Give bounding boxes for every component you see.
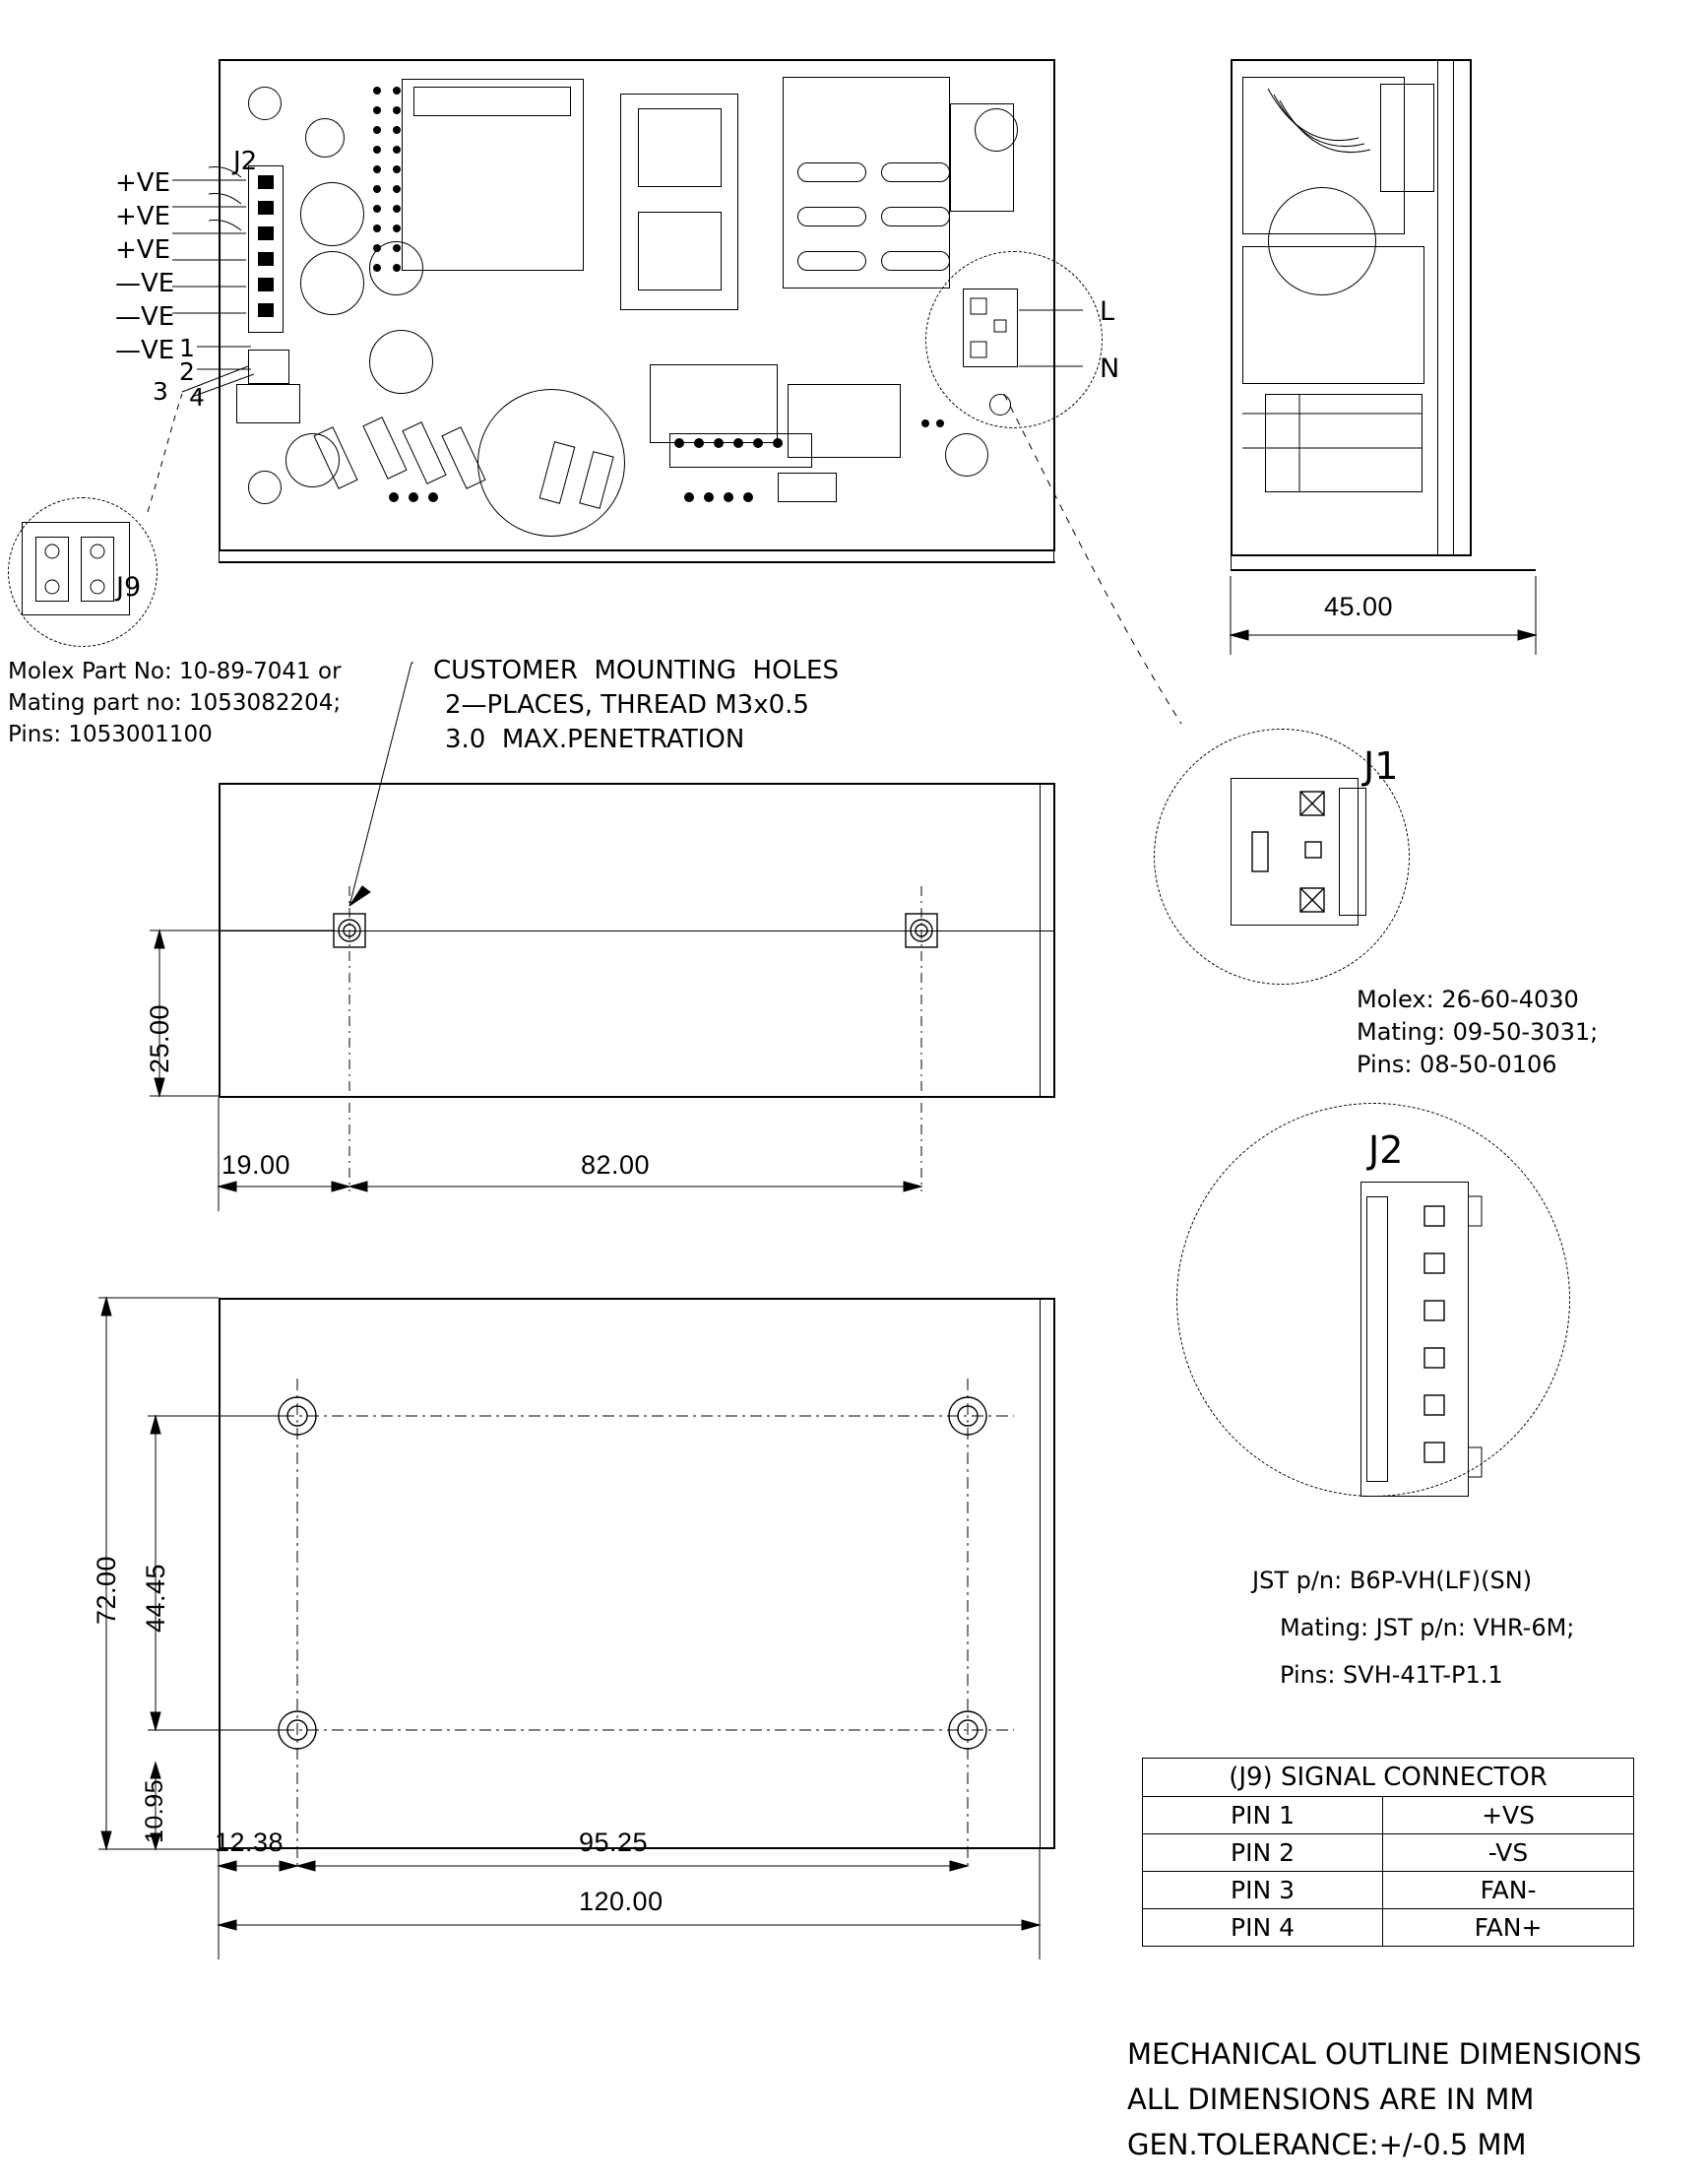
bottom-view-edge-offset-v-value: 10.95 xyxy=(141,1778,168,1843)
j2-detail-label: J2 xyxy=(1368,1128,1404,1172)
table-row xyxy=(1143,1872,1634,1909)
bottom-view-hole-spacing-v-value: 44.45 xyxy=(141,1563,170,1633)
table-header-row xyxy=(1143,1759,1634,1797)
j9-pin-number-1: 1 xyxy=(179,334,195,362)
title-block-line2: ALL DIMENSIONS ARE IN MM xyxy=(1127,2083,1535,2116)
mounting-note-line1: CUSTOMER MOUNTING HOLES xyxy=(433,656,839,685)
table-row xyxy=(1143,1797,1634,1834)
j2-wire-label-3: +VE xyxy=(115,235,170,265)
j1-detail-label: J1 xyxy=(1363,744,1399,788)
bottom-view-overall-height-value: 72.00 xyxy=(92,1555,121,1625)
molex-j9-note-line3: Pins: 1053001100 xyxy=(8,722,213,747)
bottom-view-hole-spacing-h-value: 95.25 xyxy=(579,1828,649,1857)
pin-signal: FAN- xyxy=(1383,1872,1634,1909)
j1-pin-label-n: N xyxy=(1100,353,1120,384)
signal-connector-table xyxy=(1142,1758,1634,1947)
title-block-line1: MECHANICAL OUTLINE DIMENSIONS xyxy=(1127,2037,1642,2071)
pin-signal: FAN+ xyxy=(1383,1909,1634,1947)
j2-wire-label-1: +VE xyxy=(115,168,170,198)
j2-detail-note-line1: JST p/n: B6P-VH(LF)(SN) xyxy=(1252,1567,1533,1594)
pin-signal: -VS xyxy=(1383,1834,1634,1872)
j9-detail-label: J9 xyxy=(116,572,142,603)
profile-dim-center-value: 82.00 xyxy=(581,1150,651,1180)
title-block-line3: GEN.TOLERANCE:+/-0.5 MM xyxy=(1127,2128,1527,2161)
j2-detail-note-line3: Pins: SVH-41T-P1.1 xyxy=(1280,1661,1503,1689)
j1-detail-note-line3: Pins: 08-50-0106 xyxy=(1357,1051,1557,1078)
j1-detail-note-line1: Molex: 26-60-4030 xyxy=(1357,986,1579,1013)
j2-wire-label-4: —VE xyxy=(115,269,175,298)
profile-dim-left-value: 19.00 xyxy=(221,1150,291,1180)
j2-wire-label-2: +VE xyxy=(115,202,170,231)
pin-label: PIN 1 xyxy=(1143,1797,1383,1834)
table-row xyxy=(1143,1909,1634,1947)
j2-label: J2 xyxy=(233,147,258,176)
pin-label: PIN 4 xyxy=(1143,1909,1383,1947)
pin-signal: +VS xyxy=(1383,1797,1634,1834)
j9-pin-number-4: 4 xyxy=(189,383,205,412)
bottom-view-left-offset-value: 12.38 xyxy=(215,1828,285,1857)
j9-pin-number-2: 2 xyxy=(179,357,195,386)
mounting-note-line2: 2—PLACES, THREAD M3x0.5 xyxy=(445,690,809,720)
table-row xyxy=(1143,1834,1634,1872)
j2-wire-label-6: —VE xyxy=(115,336,175,365)
molex-j9-note-line1: Molex Part No: 10-89-7041 or xyxy=(8,659,342,684)
j2-wire-label-5: —VE xyxy=(115,302,175,332)
pin-label: PIN 2 xyxy=(1143,1834,1383,1872)
j9-pin-number-3: 3 xyxy=(153,377,168,406)
j2-detail-note-line2: Mating: JST p/n: VHR-6M; xyxy=(1280,1614,1575,1641)
molex-j9-note-line2: Mating part no: 1053082204; xyxy=(8,690,342,716)
bottom-view-overall-width-value: 120.00 xyxy=(579,1887,664,1916)
profile-vertical-value: 25.00 xyxy=(145,1003,174,1073)
j1-pin-label-l: L xyxy=(1100,296,1115,327)
signal-connector-table-header: (J9) SIGNAL CONNECTOR xyxy=(1143,1759,1634,1797)
side-view-width-value: 45.00 xyxy=(1324,592,1394,621)
j1-detail-note-line2: Mating: 09-50-3031; xyxy=(1357,1018,1599,1046)
mounting-note-line3: 3.0 MAX.PENETRATION xyxy=(445,725,745,754)
pin-label: PIN 3 xyxy=(1143,1872,1383,1909)
